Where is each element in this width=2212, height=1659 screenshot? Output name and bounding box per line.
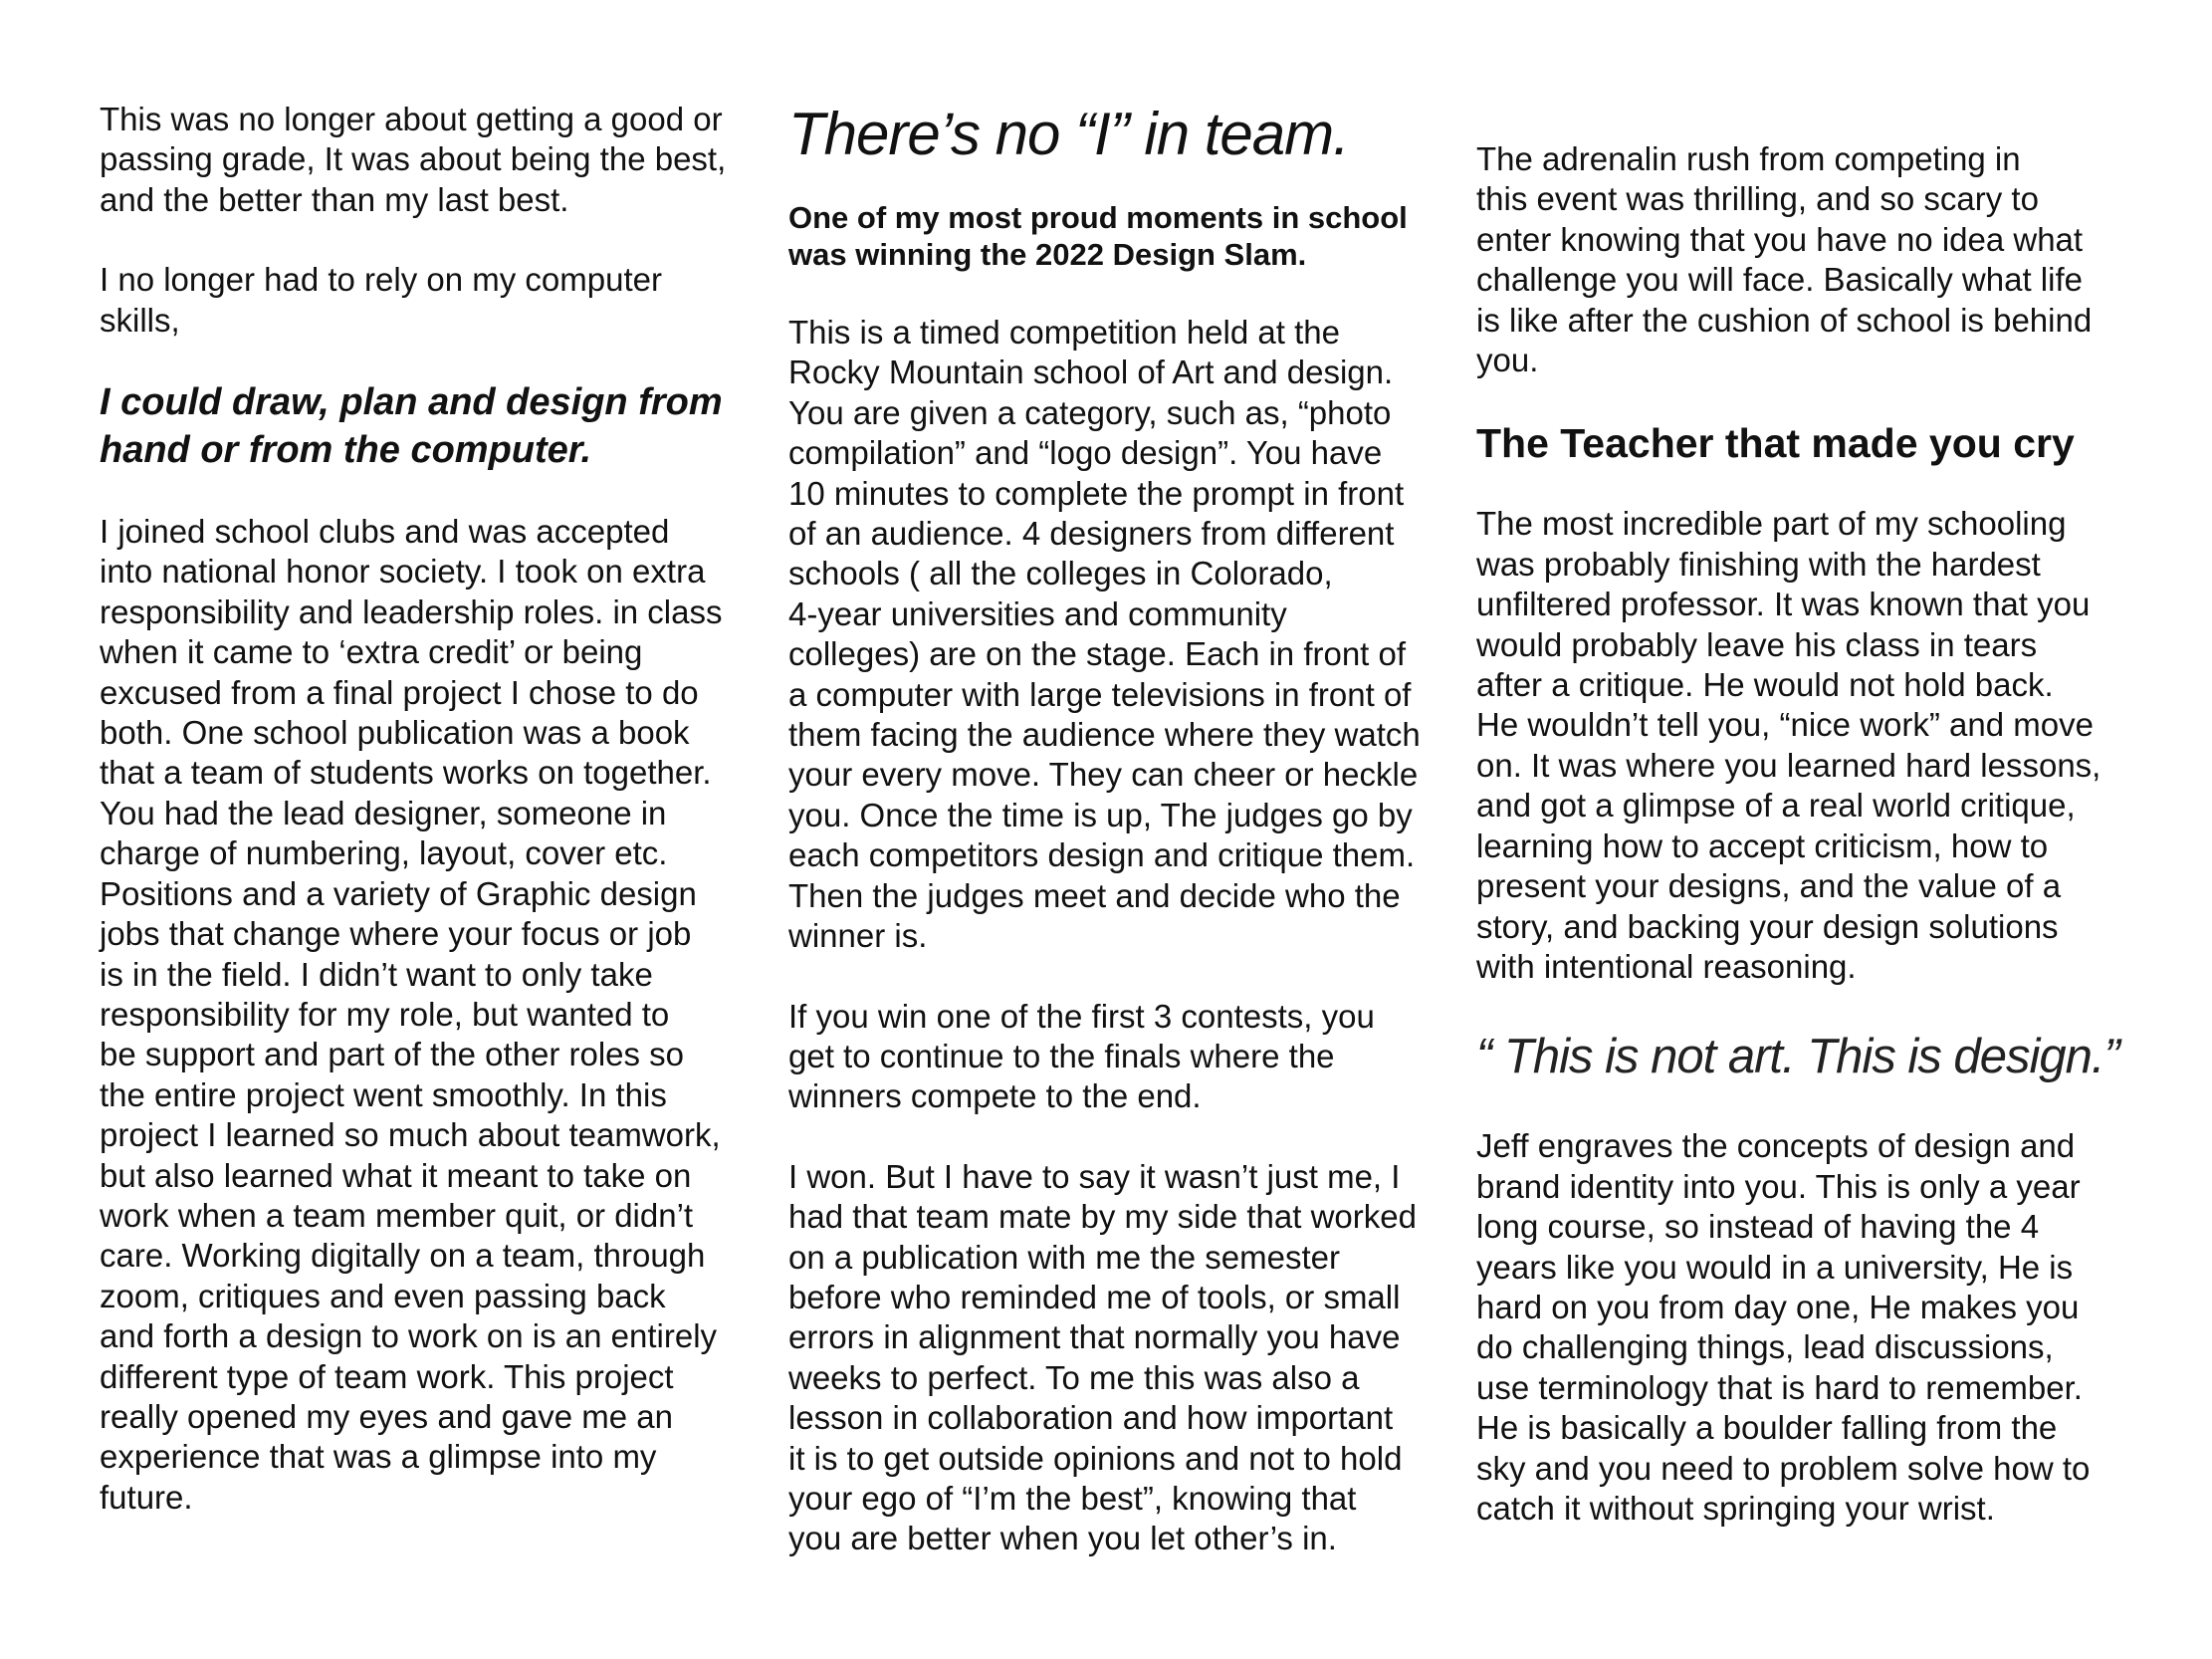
design-quote: “ This is not art. This is design.” [1476, 1030, 2119, 1084]
adrenalin-paragraph: The adrenalin rush from competing in this event was thrilling, and so scary to enter knowing that you have no idea what challenge you will face. Basically what life is like after the cushion of school is behind you. [1476, 140, 2093, 379]
pull-quote: I could draw, plan and design from hand or from the computer. [100, 381, 723, 472]
intro-paragraph: This was no longer about getting a good or passing grade, It was about being the best, and the better than my last best. [100, 101, 727, 218]
competition-paragraph: This is a timed competition held at the Rocky Mountain school of Art and design. You are given a category, such as, “photo compilation” and “logo design”. You have 10 minutes to complete the prompt in front of an audience. 4 designers from different schools ( all the colleges in Colorado, 4-year universities and community colleges) are on the stage. Each in front of a computer with large televisions in front of them facing the audience where they watch your every move. They can cheer or heckle you. Once the time is up, The judges go by each competitors design and critique them. Then the judges meet and decide who the winner is. [788, 314, 1421, 955]
finals-paragraph: If you win one of the first 3 contests, you get to continue to the finals where the winners compete to the end. [788, 997, 1375, 1115]
win-paragraph: I won. But I have to say it wasn’t just me, I had that team mate by my side that worked on a publication with me the semester before who reminded me of tools, or small errors in alignment that normally you have weeks to perfect. To me this was also a lesson in collaboration and how important it is to get outside opinions and not to hold your ego of “I’m the best”, knowing that you are better when you let other’s in. [788, 1157, 1417, 1557]
computer-skills-paragraph: I no longer had to rely on my computer skills, [100, 261, 662, 339]
page-title: There’s no “I” in team. [788, 101, 1349, 167]
column-left [100, 100, 762, 1518]
teamwork-paragraph: I joined school clubs and was accepted into national honor society. I took on extra responsibility and leadership roles. in class when it came to ‘extra credit’ or being excused from a final project I chose to do both. One school publication was a book that a team of students works on together. You had the lead designer, someone in charge of numbering, layout, cover etc. Positions and a variety of Graphic design jobs that change where your focus or job is in the field. I didn’t want to only take responsibility for my role, but wanted to be support and part of the other roles so the entire project went smoothly. In this project I learned so much about teamwork, but also learned what it meant to take on work when a team member quit, or didn’t care. Working digitally on a team, through zoom, critiques and even passing back and forth a design to work on is an entirely different type of team work. This project really opened my eyes and gave me an experience that was a glimpse into my future. [100, 513, 723, 1516]
column-right [1476, 100, 2153, 1529]
section-heading: The Teacher that made you cry [1476, 420, 2075, 467]
professor-paragraph: The most incredible part of my schooling was probably finishing with the hardest unfiltered professor. It was known that you would probably leave his class in tears after a critique. He would not hold back. He wouldn’t tell you, “nice work” and move on. It was where you learned hard lessons, and got a glimpse of a real world critique, learning how to accept criticism, how to present your designs, and the value of a story, and backing your design solutions with intentional reasoning. [1476, 505, 2101, 985]
jeff-paragraph: Jeff engraves the concepts of design and brand identity into you. This is only a year long course, so instead of having the 4 years like you would in a university, He is hard on you from day one, He makes you do challenging things, lead discussions, use terminology that is hard to remember. He is basically a boulder falling from the sky and you need to problem solve how to catch it without springing your wrist. [1476, 1127, 2091, 1527]
column-middle [788, 100, 1453, 1559]
lead-paragraph: One of my most proud moments in school was winning the 2022 Design Slam. [788, 200, 1408, 272]
